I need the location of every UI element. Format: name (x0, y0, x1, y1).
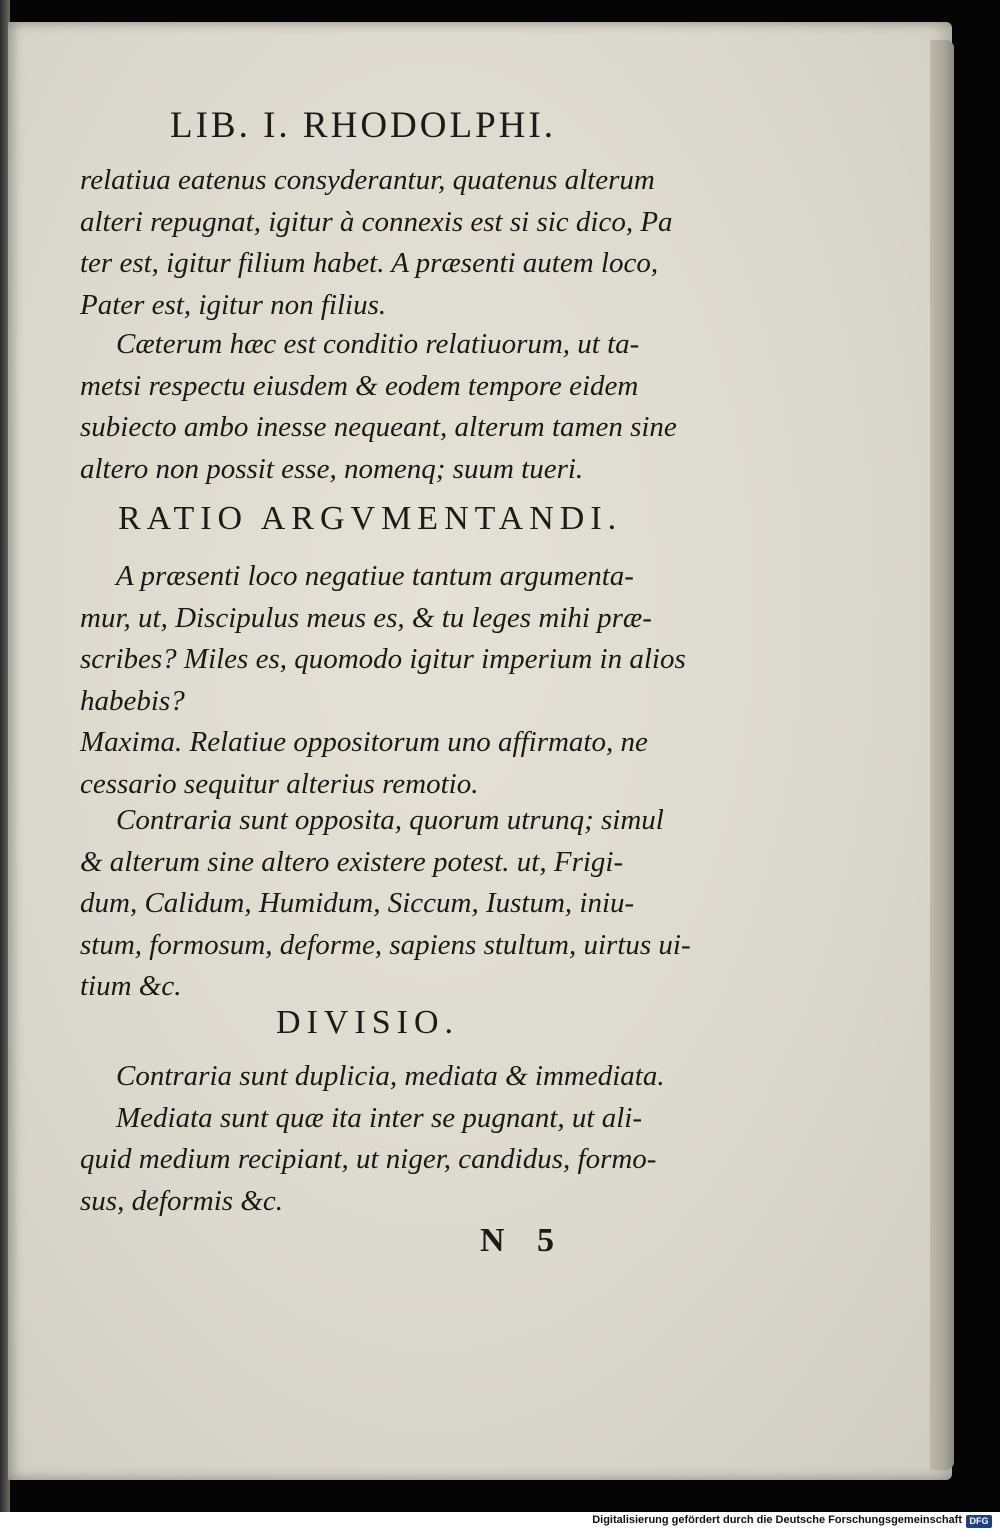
text-line: habebis? (80, 684, 185, 717)
dfg-logo-icon: DFG (966, 1515, 992, 1528)
text-line: Pater est, igitur non filius. (80, 288, 387, 321)
text-line: Maxima. Relatiue oppositorum uno affirmato, ne (80, 726, 648, 758)
text-line: Contraria sunt opposita, quorum utrunq; simul (116, 804, 664, 836)
text-line: A præsenti loco negatiue tantum argumenta- (116, 560, 634, 592)
section-heading-divisio: DIVISIO. (276, 1004, 460, 1041)
text-block-4 (80, 800, 720, 1008)
text-line: Mediata sunt quæ ita inter se pugnant, ut ali- (116, 1101, 643, 1134)
text-line: sus, deformis &c. (80, 1184, 283, 1217)
text-line: tium &c. (80, 970, 182, 1002)
text-line: altero non possit esse, nomenq; suum tueri. (80, 452, 584, 485)
text-line: Contraria sunt duplicia, mediata & immediata. (116, 1060, 665, 1092)
page-fore-edge (930, 40, 954, 1470)
text-line: quid medium recipiant, ut niger, candidus, formo- (80, 1143, 657, 1175)
text-line: alteri repugnat, igitur à connexis est si sic dico, Pa (80, 205, 673, 238)
text-line: Cæterum hæc est conditio relatiuorum, ut ta- (116, 328, 640, 360)
text-block-5 (80, 1056, 720, 1222)
text-line: mur, ut, Discipulus meus es, & tu leges mihi præ- (80, 601, 652, 634)
section-heading-ratio-argumentandi: RATIO ARGVMENTANDI. (118, 500, 623, 537)
funding-credit: Digitalisierung gefördert durch die Deutsche Forschungsgemeinschaft (592, 1514, 962, 1526)
text-line: dum, Calidum, Humidum, Siccum, Iustum, iniu- (80, 887, 635, 919)
text-line: cessario sequitur alterius remotio. (80, 767, 479, 800)
text-line: & alterum sine altero existere potest. ut, Frigi- (80, 845, 624, 878)
text-line: relatiua eatenus consyderantur, quatenus alterum (80, 164, 655, 196)
text-block-3 (80, 556, 720, 805)
text-line: ter est, igitur filium habet. A præsenti autem loco, (80, 247, 659, 279)
text-block-1 (80, 160, 720, 326)
text-line: scribes? Miles es, quomodo igitur imperium in alios (80, 643, 686, 675)
text-line: subiecto ambo inesse nequeant, alterum tamen sine (80, 411, 677, 443)
text-line: metsi respectu eiusdem & eodem tempore eidem (80, 369, 639, 402)
text-line: stum, formosum, deforme, sapiens stultum, uirtus ui- (80, 928, 691, 961)
text-block-2 (80, 324, 720, 490)
running-head: LIB. I. RHODOLPHI. (170, 105, 556, 146)
signature-mark: N 5 (480, 1222, 567, 1259)
